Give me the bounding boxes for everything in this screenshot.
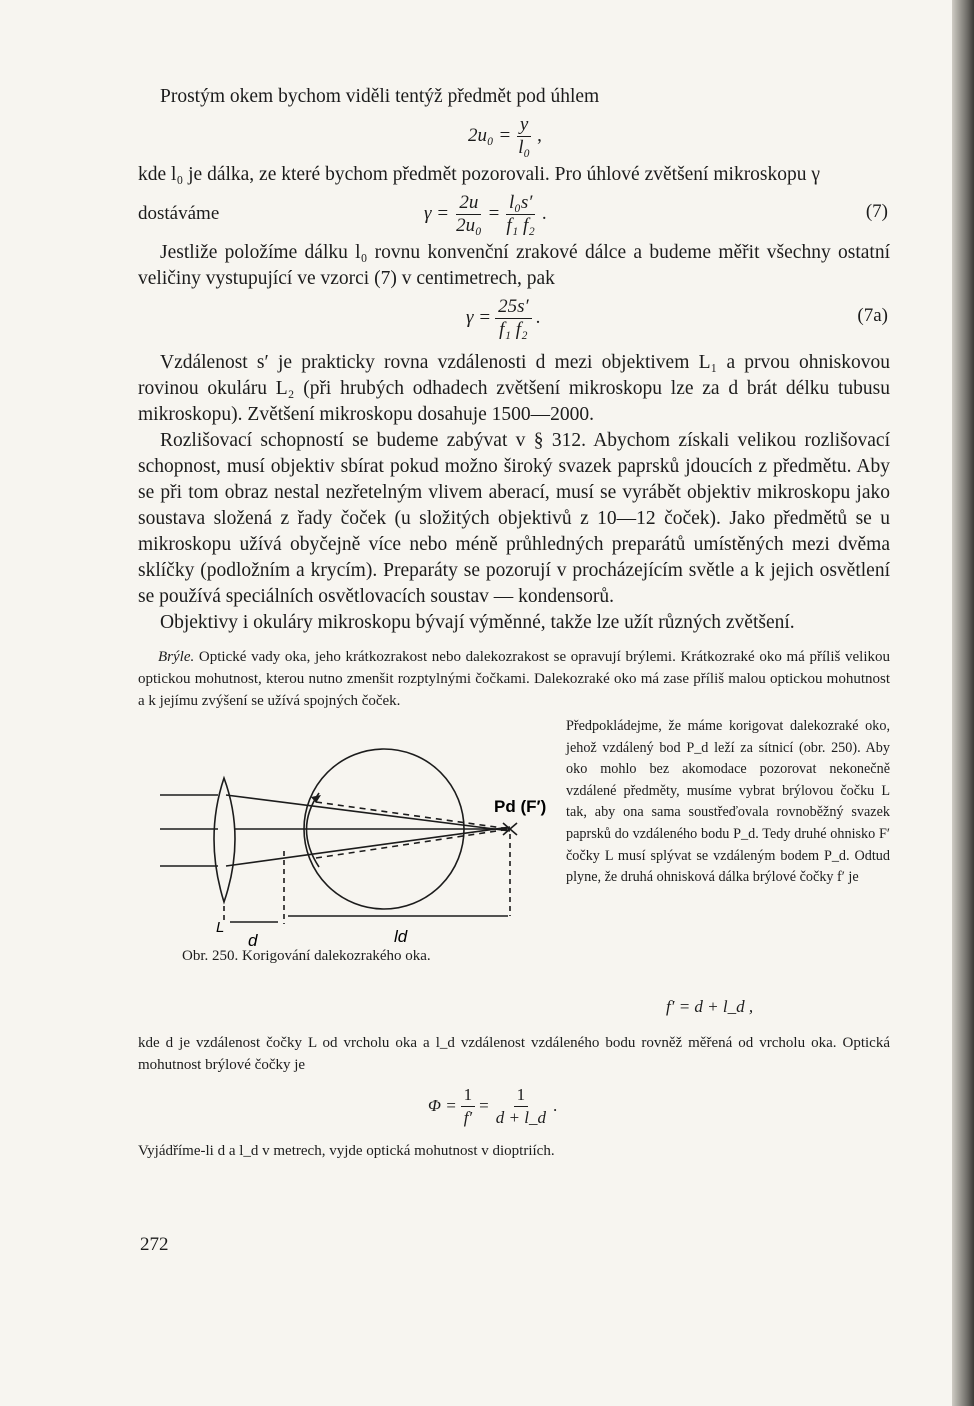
figure-block — [138, 716, 890, 988]
paragraph-1: Jestliže položíme dálku l₀ rovnu konvenční zrakové dálce a budeme měřit všechny ostatní veličiny vystupující ve vzorci (7) v centimetrech, pak — [138, 242, 890, 289]
paragraph-2: Vzdálenost s′ je prakticky rovna vzdálenosti d mezi objektivem L₁ a prvou ohniskovou rovinou okuláru L₂ (při hrubých odhadech zvětšení mikroskopu lze za d brát délku tubusu mikroskopu). Zvětšení mikroskopu dosahuje 1500—2000. — [138, 352, 890, 425]
small-paragraph-2: kde d je vzdálenost čočky L od vrcholu oka a l_d vzdálenost vzdáleného bodu rovněž měřená od vrcholu oka. Optická mohutnost brýlové čočky je — [138, 1035, 890, 1073]
eq7a-lhs: γ = — [466, 307, 492, 328]
small1-text: Optické vady oka, jeho krátkozrakost nebo dalekozrakost se opravují brýlemi. Krátkozraké oko má příliš velikou optickou mohutnost, kterou nutno zmenšit rozptylnými čočkami. Dalekozraké oko má zase příliš malou optickou mohutnost a k jejímu zvýšení se užívá spojných čoček. — [138, 649, 890, 709]
lens-shape — [214, 778, 235, 902]
dashed-ray-bottom — [316, 829, 510, 858]
eq1-num: y — [517, 115, 531, 137]
label-ld: ld — [394, 927, 408, 946]
eq7-tail: . — [541, 203, 547, 224]
side-text: Předpokládejme, že máme korigovat dalekozraké oko, jehož vzdálený bod P_d leží za sítnicí (obr. 250). Aby oko mohlo bez akomodace pozorovat nekonečně vzdálené předměty, musíme vybrat brýlovou čočku L tak, aby ona sama soustřeďovala rovnoběžný svazek paprsků do vzdáleného bodu P_d. Tedy druhé ohnisko F′ čočky L musí splývat se vzdáleným bodem P_d. Odtud plyne, že druhá ohnisková dálka brýlové čočky f′ je — [566, 718, 890, 886]
eq7-den1: 2u₀ — [456, 214, 482, 236]
dashed-ray-top — [316, 802, 510, 829]
small-paragraph-3: Vyjádříme-li d a l_d v metrech, vyjde optická mohutnost v dioptriích. — [138, 1143, 555, 1159]
eq7-mid: = — [488, 203, 500, 224]
eq-phi-den2: d + l_d — [495, 1107, 546, 1127]
eq7-lhs: γ = — [424, 203, 450, 224]
eq1-den: l₀ — [518, 136, 531, 158]
label-d: d — [248, 931, 258, 950]
eq-f-text: f′ = d + l_d , — [666, 997, 754, 1016]
eq7-fraction-2 — [503, 193, 538, 236]
eq7a-num: 25s′ — [495, 297, 532, 319]
refracted-ray-bottom — [226, 827, 510, 866]
eq-phi-den1: f′ — [463, 1107, 473, 1127]
small-paragraph-1 — [138, 646, 890, 712]
eq7-fraction-1 — [453, 193, 485, 236]
eq7a-den: f₁ f₂ — [499, 318, 528, 340]
eq1-tail: , — [537, 125, 542, 146]
eq-phi-tail: . — [552, 1096, 558, 1115]
eq-phi-num1: 1 — [461, 1085, 476, 1107]
line-1: Prostým okem bychom viděli tentýž předmět pod úhlem — [160, 86, 600, 107]
paragraph-3: Rozlišovací schopností se budeme zabývat v § 312. Abychom získali velikou rozlišovací schopnost, musí objektiv sbírat pokud možno široký svazek paprsků jdoucích z předmětu. Aby se při tom obraz nestal nezřetelným vlivem aberací, musí se vyrábět objektiv mikroskopu jako soustava složená z řady čoček (u složitých objektivů z 10—12 čoček). Jako předmětů se u mikroskopu užívá obyčejně více nebo méně průhledných preparátů umístěných mezi dvěma sklíčky (podložním a krycím). Preparáty se pozorují v procházejícím světle a k jejich osvětlení se používá speciálních osvětlovacích soustav — kondensorů. — [138, 430, 890, 607]
equation-1 — [138, 110, 890, 162]
eq-phi-fraction-2 — [493, 1085, 549, 1128]
refracted-ray-top — [226, 795, 510, 831]
eq7a-number: (7a) — [857, 305, 888, 326]
eq7a-tail: . — [535, 307, 541, 328]
eq7-num2: l₀s′ — [506, 193, 535, 215]
page-number: 272 — [140, 1234, 169, 1255]
paragraph-4: Objektivy i okuláry mikroskopu bývají výměnné, takže lze užít různých zvětšení. — [160, 612, 795, 633]
equation-7a — [138, 292, 890, 344]
line-2: kde l₀ je dálka, ze které bychom předmět pozorovali. Pro úhlové zvětšení mikroskopu γ — [138, 164, 821, 185]
eq1-fraction — [515, 115, 533, 158]
figure-caption: Obr. 250. Korigování dalekozrakého oka. — [182, 948, 431, 964]
eq7a-fraction — [495, 297, 532, 340]
eq-phi-fraction-1 — [461, 1085, 476, 1128]
eq7-number: (7) — [865, 201, 888, 222]
equation-7 — [138, 188, 890, 240]
eq7-den2: f₁ f₂ — [506, 214, 535, 236]
label-pd: Pd (F′) — [494, 797, 547, 816]
eq-phi-mid: = — [479, 1096, 489, 1115]
eq-phi-num2: 1 — [514, 1085, 529, 1107]
book-page — [138, 84, 890, 1162]
equation-phi — [138, 1076, 890, 1136]
eq1-lhs: 2u₀ = — [468, 125, 512, 146]
eq7-num1: 2u — [456, 193, 481, 215]
eq-phi-lhs: Φ = — [428, 1096, 457, 1115]
small1-head: Brýle. — [158, 649, 195, 665]
label-l: L — [216, 919, 225, 936]
equation-f — [138, 988, 890, 1026]
eq7-lead: dostáváme — [138, 203, 220, 224]
page-edge-shadow — [952, 0, 974, 1406]
